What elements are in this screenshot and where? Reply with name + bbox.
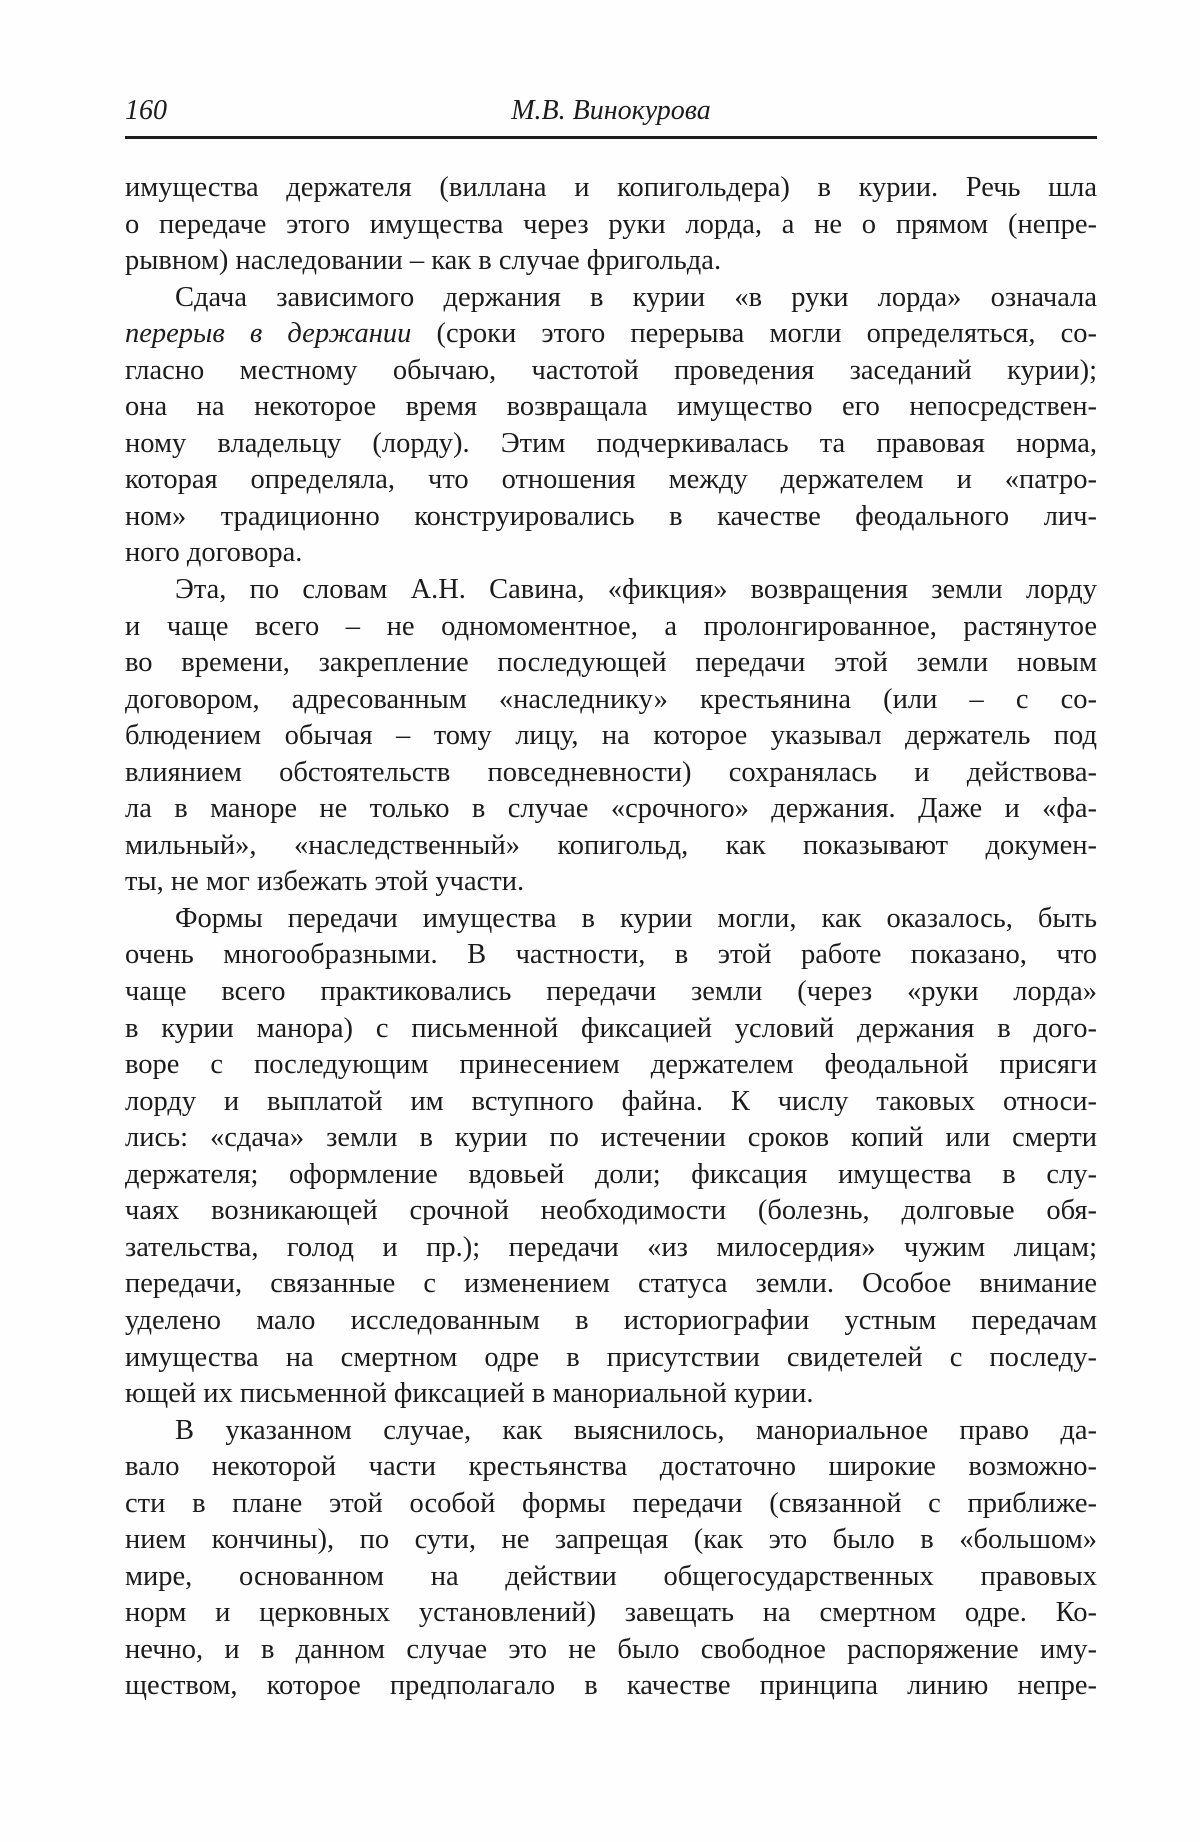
text-line: ла в маноре не только в случае «срочного» держания. Даже и «фа- bbox=[125, 793, 1097, 825]
body-text bbox=[125, 170, 1097, 1705]
text-line: гласно местному обычаю, частотой проведения заседаний курии); bbox=[125, 354, 1097, 386]
text-line: держателя; оформление вдовьей доли; фиксация имущества в слу- bbox=[125, 1158, 1097, 1190]
text-line: о передаче этого имущества через руки лорда, а не о прямом (непре- bbox=[125, 208, 1097, 240]
text-line: норм и церковных установлений) завещать на смертном одре. Ко- bbox=[125, 1597, 1097, 1629]
text-line: во времени, закрепление последующей передачи этой земли новым bbox=[125, 647, 1097, 679]
running-header bbox=[125, 88, 1097, 136]
page-number: 160 bbox=[125, 95, 167, 126]
running-title: М.В. Винокурова bbox=[511, 95, 711, 126]
text-line: Формы передачи имущества в курии могли, как оказалось, быть bbox=[175, 902, 1097, 934]
header-rule bbox=[125, 136, 1097, 139]
text-line: ты, не мог избежать этой участи. bbox=[125, 866, 525, 898]
text-line: В указанном случае, как выяснилось, манориальное право да- bbox=[175, 1414, 1097, 1446]
text-line: Сдача зависимого держания в курии «в руки лорда» означала bbox=[175, 281, 1097, 313]
text-line: ющей их письменной фиксацией в манориальной курии. bbox=[125, 1378, 814, 1410]
text-line: сти в плане этой особой формы передачи (связанной с приближе- bbox=[125, 1487, 1097, 1519]
text-line: нечно, и в данном случае это не было свободное распоряжение иму- bbox=[125, 1633, 1097, 1665]
text-line: лорду и выплатой им вступного файна. К числу таковых относи- bbox=[125, 1085, 1097, 1117]
text-line: чаях возникающей срочной необходимости (болезнь, долговые обя- bbox=[125, 1195, 1097, 1227]
text-line: рывном) наследовании – как в случае фригольда. bbox=[125, 245, 722, 277]
text-line: и чаще всего – не одномоментное, а пролонгированное, растянутое bbox=[125, 610, 1097, 642]
text-line: она на некоторое время возвращала имущество его непосредствен- bbox=[125, 391, 1097, 423]
text-line: имущества держателя (виллана и копигольдера) в курии. Речь шла bbox=[125, 172, 1097, 203]
text-line: чаще всего практиковались передачи земли (через «руки лорда» bbox=[125, 976, 1097, 1008]
text-line: передачи, связанные с изменением статуса земли. Особое внимание bbox=[125, 1268, 1097, 1300]
text-line: Эта, по словам А.Н. Савина, «фикция» возвращения земли лорду bbox=[175, 574, 1097, 606]
text-line: мире, основанном на действии общегосударственных правовых bbox=[125, 1560, 1097, 1592]
text-line: перерыв в держании (сроки этого перерыва могли определяться, со- bbox=[125, 318, 1097, 350]
text-line: ществом, которое предполагало в качестве принципа линию непре- bbox=[125, 1670, 1097, 1702]
text-line: договором, адресованным «наследнику» крестьянина (или – с со- bbox=[125, 683, 1097, 715]
text-line: в курии манора) с письменной фиксацией условий держания в дого- bbox=[125, 1012, 1097, 1044]
text-line: имущества на смертном одре в присутствии свидетелей с последу- bbox=[125, 1341, 1097, 1373]
text-line: мильный», «наследственный» копигольд, как показывают докумен- bbox=[125, 829, 1097, 861]
text-line: очень многообразными. В частности, в этой работе показано, что bbox=[125, 939, 1097, 971]
text-line: воре с последующим принесением держателем феодальной присяги bbox=[125, 1049, 1097, 1081]
text-line: влиянием обстоятельств повседневности) сохранялась и действова- bbox=[125, 756, 1097, 788]
text-line: зательства, голод и пр.); передачи «из милосердия» чужим лицам; bbox=[125, 1231, 1097, 1263]
text-line: блюдением обычая – тому лицу, на которое указывал держатель под bbox=[125, 720, 1097, 752]
text-line: которая определяла, что отношения между держателем и «патро- bbox=[125, 464, 1097, 496]
text-line: уделено мало исследованным в историографии устным передачам bbox=[125, 1304, 1097, 1336]
text-line: вало некоторой части крестьянства достаточно широкие возможно- bbox=[125, 1451, 1097, 1483]
text-line: нием кончины), по сути, не запрещая (как это было в «большом» bbox=[125, 1524, 1097, 1556]
text-line: ному владельцу (лорду). Этим подчеркивалась та правовая норма, bbox=[125, 427, 1097, 459]
text-line: лись: «сдача» земли в курии по истечении сроков копий или смерти bbox=[125, 1122, 1097, 1154]
text-line: ном» традиционно конструировались в качестве феодального лич- bbox=[125, 500, 1097, 532]
text-line: ного договора. bbox=[125, 537, 303, 569]
